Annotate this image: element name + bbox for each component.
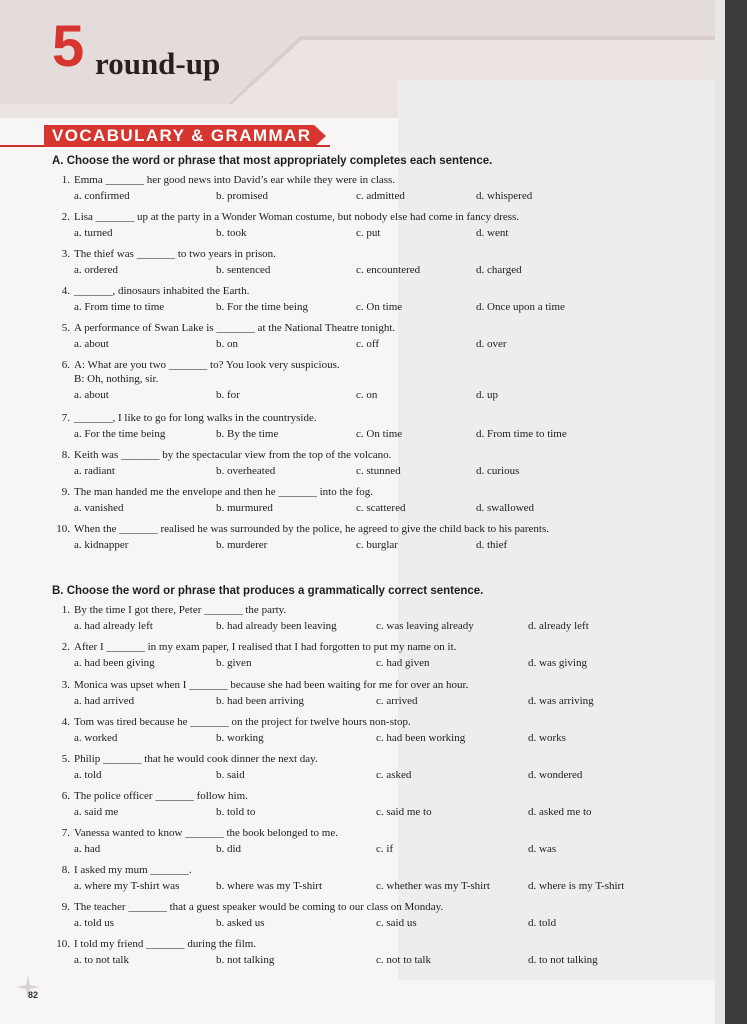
- answer-option[interactable]: a. where my T-shirt was: [74, 880, 180, 892]
- answer-option[interactable]: b. not talking: [216, 954, 275, 966]
- answer-option[interactable]: b. had already been leaving: [216, 620, 337, 632]
- answer-option[interactable]: b. promised: [216, 190, 268, 202]
- answer-option[interactable]: d. was giving: [528, 657, 587, 669]
- answer-option[interactable]: d. up: [476, 389, 498, 401]
- question-number: 7.: [61, 827, 70, 839]
- answer-option[interactable]: c. on: [356, 389, 378, 401]
- answer-option[interactable]: d. curious: [476, 465, 520, 477]
- question-number: 7.: [61, 412, 70, 424]
- answer-option[interactable]: a. had already left: [74, 620, 153, 632]
- answer-option[interactable]: d. Once upon a time: [476, 301, 565, 313]
- question-number: 4.: [61, 716, 70, 728]
- question-number: 9.: [61, 486, 70, 498]
- answer-option[interactable]: a. to not talk: [74, 954, 129, 966]
- answer-option[interactable]: a. kidnapper: [74, 539, 129, 551]
- question-stem: The teacher _______ that a guest speaker would be coming to our class on Monday.: [74, 901, 444, 913]
- answer-option[interactable]: d. where is my T-shirt: [528, 880, 625, 892]
- answer-option[interactable]: c. encountered: [356, 264, 421, 276]
- question-stem: The police officer _______ follow him.: [74, 790, 248, 802]
- answer-option[interactable]: d. From time to time: [476, 428, 567, 440]
- question-stem: The man handed me the envelope and then he _______ into the fog.: [74, 486, 374, 498]
- page-edge-inner: [715, 0, 725, 1024]
- question-stem: A: What are you two _______ to? You look very suspicious.: [74, 359, 340, 371]
- question-number: 8.: [61, 449, 70, 461]
- unit-title: round-up: [95, 46, 221, 81]
- section-b-heading: B. Choose the word or phrase that produces a grammatically correct sentence.: [52, 585, 484, 597]
- answer-option[interactable]: c. put: [356, 227, 381, 239]
- section-a-heading: A. Choose the word or phrase that most appropriately completes each sentence.: [52, 155, 493, 167]
- answer-option[interactable]: b. working: [216, 732, 264, 744]
- question-stem: Keith was _______ by the spectacular view from the top of the volcano.: [74, 449, 392, 461]
- answer-option[interactable]: b. By the time: [216, 428, 279, 440]
- answer-option[interactable]: a. From time to time: [74, 301, 165, 313]
- unit-number: 5: [52, 14, 85, 79]
- answer-option[interactable]: c. was leaving already: [376, 620, 474, 632]
- answer-option[interactable]: b. asked us: [216, 917, 265, 929]
- answer-option[interactable]: b. sentenced: [216, 264, 271, 276]
- question-stem: After I _______ in my exam paper, I realised that I had forgotten to put my name on it.: [74, 641, 457, 653]
- question-number: 1.: [61, 604, 70, 616]
- answer-option[interactable]: c. not to talk: [376, 954, 431, 966]
- question-number: 2.: [61, 211, 70, 223]
- answer-option[interactable]: b. told to: [216, 806, 256, 818]
- answer-option[interactable]: a. told us: [74, 917, 115, 929]
- answer-option[interactable]: c. On time: [356, 428, 403, 440]
- question-number: 1.: [61, 174, 70, 186]
- answer-option[interactable]: b. For the time being: [216, 301, 308, 313]
- question-stem-line2: B: Oh, nothing, sir.: [74, 373, 159, 385]
- answer-option[interactable]: b. for: [216, 389, 240, 401]
- question-stem: A performance of Swan Lake is _______ at the National Theatre tonight.: [74, 322, 396, 334]
- question-stem: _______, dinosaurs inhabited the Earth.: [74, 285, 250, 297]
- answer-option[interactable]: d. asked me to: [528, 806, 592, 818]
- question-stem: The thief was _______ to two years in prison.: [74, 248, 276, 260]
- question-number: 10.: [56, 938, 70, 950]
- answer-option[interactable]: d. works: [528, 732, 566, 744]
- answer-option[interactable]: c. burglar: [356, 539, 398, 551]
- answer-option[interactable]: a. turned: [74, 227, 113, 239]
- answer-option[interactable]: c. said me to: [376, 806, 432, 818]
- question-stem: I told my friend _______ during the film.: [74, 938, 257, 950]
- answer-option[interactable]: c. said us: [376, 917, 417, 929]
- question-number: 9.: [61, 901, 70, 913]
- answer-option[interactable]: d. swallowed: [476, 502, 535, 514]
- question-stem: _______, I like to go for long walks in the countryside.: [74, 412, 317, 424]
- answer-option[interactable]: b. had been arriving: [216, 695, 304, 707]
- question-number: 5.: [61, 322, 70, 334]
- answer-option[interactable]: d. thief: [476, 539, 508, 551]
- question-number: 3.: [61, 248, 70, 260]
- answer-option[interactable]: d. wondered: [528, 769, 583, 781]
- question-stem: When the _______ realised he was surrounded by the police, he agreed to give the child back to his parents.: [74, 523, 549, 535]
- answer-option[interactable]: c. admitted: [356, 190, 405, 202]
- answer-option[interactable]: c. arrived: [376, 695, 418, 707]
- question-stem: By the time I got there, Peter _______ the party.: [74, 604, 287, 616]
- answer-option[interactable]: b. overheated: [216, 465, 276, 477]
- answer-option[interactable]: d. to not talking: [528, 954, 598, 966]
- answer-option[interactable]: a. about: [74, 389, 109, 401]
- answer-option[interactable]: c. asked: [376, 769, 412, 781]
- question-number: 8.: [61, 864, 70, 876]
- answer-option[interactable]: b. took: [216, 227, 247, 239]
- answer-option[interactable]: a. about: [74, 338, 109, 350]
- question-stem: Vanessa wanted to know _______ the book belonged to me.: [74, 827, 338, 839]
- question-number: 4.: [61, 285, 70, 297]
- answer-option[interactable]: b. given: [216, 657, 252, 669]
- answer-option[interactable]: a. had: [74, 843, 101, 855]
- answer-option[interactable]: d. over: [476, 338, 507, 350]
- answer-option[interactable]: c. if: [376, 843, 394, 855]
- question-stem: Emma _______ her good news into David’s ear while they were in class.: [74, 174, 396, 186]
- answer-option[interactable]: c. whether was my T-shirt: [376, 880, 490, 892]
- answer-option[interactable]: c. off: [356, 338, 380, 350]
- answer-option[interactable]: c. had been working: [376, 732, 466, 744]
- answer-option[interactable]: d. told: [528, 917, 557, 929]
- answer-option[interactable]: a. worked: [74, 732, 118, 744]
- question-stem: Philip _______ that he would cook dinner the next day.: [74, 753, 318, 765]
- answer-option[interactable]: a. said me: [74, 806, 119, 818]
- question-number: 3.: [61, 679, 70, 691]
- question-number: 6.: [61, 359, 70, 371]
- question-stem: Tom was tired because he _______ on the project for twelve hours non-stop.: [74, 716, 411, 728]
- answer-option[interactable]: d. went: [476, 227, 509, 239]
- answer-option[interactable]: d. whispered: [476, 190, 533, 202]
- answer-option[interactable]: b. said: [216, 769, 245, 781]
- answer-option[interactable]: a. For the time being: [74, 428, 166, 440]
- answer-option[interactable]: b. murderer: [216, 539, 268, 551]
- answer-option[interactable]: b. on: [216, 338, 238, 350]
- answer-option[interactable]: a. radiant: [74, 465, 115, 477]
- answer-option[interactable]: a. confirmed: [74, 190, 130, 202]
- answer-option[interactable]: b. where was my T-shirt: [216, 880, 323, 892]
- question-number: 2.: [61, 641, 70, 653]
- page-number: 82: [28, 990, 39, 1000]
- answer-option[interactable]: b. murmured: [216, 502, 273, 514]
- answer-option[interactable]: a. had been giving: [74, 657, 155, 669]
- answer-option[interactable]: a. had arrived: [74, 695, 135, 707]
- question-number: 10.: [56, 523, 70, 535]
- section-banner: VOCABULARY & GRAMMAR: [52, 126, 312, 145]
- answer-option[interactable]: c. stunned: [356, 465, 401, 477]
- answer-option[interactable]: d. already left: [528, 620, 589, 632]
- answer-option[interactable]: a. ordered: [74, 264, 118, 276]
- question-stem: Monica was upset when I _______ because she had been waiting for me for over an hour.: [74, 679, 469, 691]
- answer-option[interactable]: c. had given: [376, 657, 430, 669]
- answer-option[interactable]: a. vanished: [74, 502, 124, 514]
- answer-option[interactable]: c. On time: [356, 301, 403, 313]
- answer-option[interactable]: b. did: [216, 843, 242, 855]
- answer-option[interactable]: d. was: [528, 843, 557, 855]
- question-stem: Lisa _______ up at the party in a Wonder Woman costume, but nobody else had come in fancy dress.: [74, 211, 520, 223]
- answer-option[interactable]: d. was arriving: [528, 695, 594, 707]
- question-stem: I asked my mum _______.: [74, 864, 192, 876]
- question-number: 5.: [61, 753, 70, 765]
- answer-option[interactable]: a. told: [74, 769, 102, 781]
- answer-option[interactable]: c. scattered: [356, 502, 406, 514]
- question-number: 6.: [61, 790, 70, 802]
- answer-option[interactable]: d. charged: [476, 264, 522, 276]
